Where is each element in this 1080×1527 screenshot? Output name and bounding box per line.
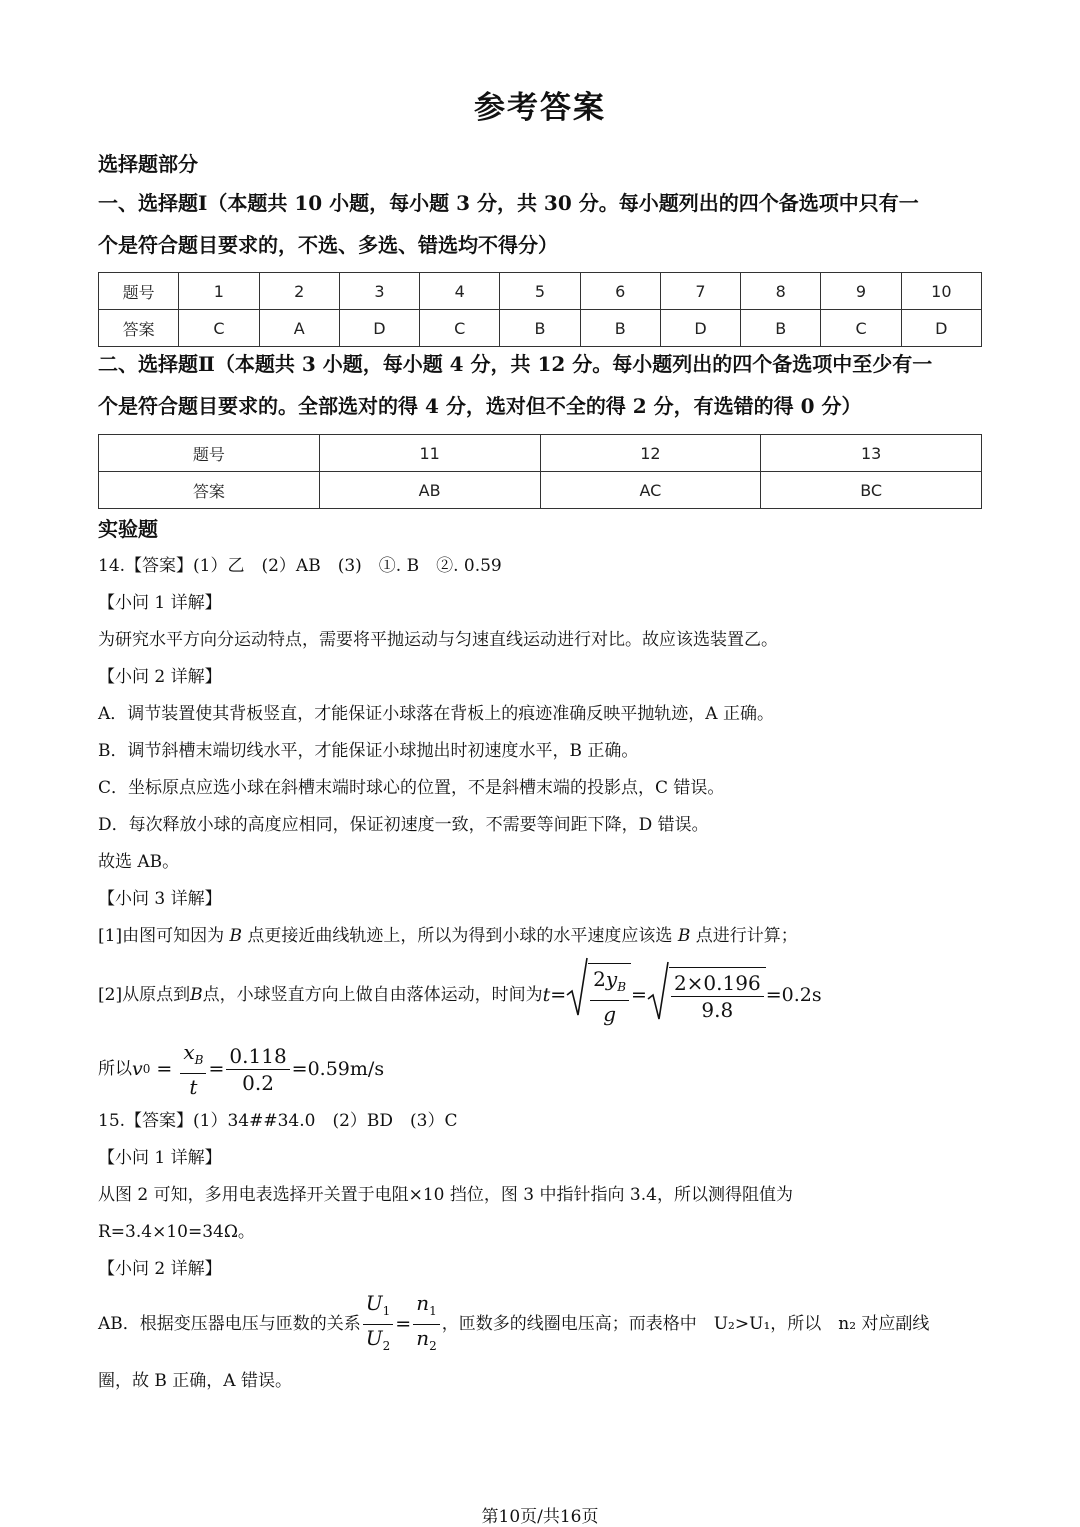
q15-sub2-line2: 圈，故 B 正确，A 错误。 bbox=[98, 1371, 292, 1391]
table-cell: 2 bbox=[259, 273, 339, 310]
variable-y: y bbox=[605, 967, 618, 991]
table-row-answers bbox=[99, 472, 982, 509]
sqrt-formula-1 bbox=[566, 963, 631, 1027]
page-number: 第10页/共16页 bbox=[481, 1507, 599, 1527]
table-cell: 3 bbox=[339, 273, 419, 310]
table-row-header bbox=[99, 435, 982, 472]
table-cell: 9 bbox=[821, 273, 901, 310]
table-cell: 6 bbox=[580, 273, 660, 310]
fraction-U1-over-U2 bbox=[363, 1290, 394, 1359]
q14-sub3-line1 bbox=[98, 925, 982, 947]
page-title: 参考答案 bbox=[474, 90, 606, 126]
variable-x: x bbox=[183, 1039, 195, 1064]
text-span: 点更接近曲线轨迹上，所以为得到小球的水平速度应该选 bbox=[247, 926, 673, 946]
table-cell: 答案 bbox=[99, 310, 179, 347]
question-group-2-line1: 二、选择题Ⅱ（本题共 3 小题，每小题 4 分，共 12 分。每小题列出的四个备选项中至少有一 bbox=[98, 352, 933, 376]
table-cell: AC bbox=[540, 472, 761, 509]
subscript: 2 bbox=[382, 1338, 391, 1353]
table-cell: 10 bbox=[901, 273, 981, 310]
radical-sign-icon bbox=[647, 961, 669, 1023]
variable-n: n bbox=[416, 1325, 430, 1350]
equals-sign: = bbox=[208, 1058, 225, 1080]
q14-sub3-line2 bbox=[98, 966, 982, 1024]
radical-sign-icon bbox=[566, 957, 588, 1019]
fraction-n1-over-n2 bbox=[413, 1290, 440, 1359]
text-span: [2]从原点到 bbox=[98, 985, 191, 1005]
fraction-numerator: 0.118 bbox=[226, 1043, 289, 1070]
subscript: B bbox=[617, 980, 627, 994]
text-span: [1]由图可知因为 bbox=[98, 926, 225, 946]
q15-sub1-heading: 【小问 1 详解】 bbox=[98, 1148, 222, 1168]
question-group-1-line2: 个是符合题目要求的，不选、多选、错选均不得分） bbox=[98, 233, 558, 257]
table-cell: B bbox=[741, 310, 821, 347]
variable-u: U bbox=[365, 1325, 383, 1350]
equals-sign: = bbox=[631, 984, 647, 1006]
q14-sub1-text: 为研究水平方向分运动特点，需要将平抛运动与匀速直线运动进行对比。故应该选装置乙。 bbox=[98, 630, 778, 650]
table-cell: C bbox=[821, 310, 901, 347]
q14-sub1-heading: 【小问 1 详解】 bbox=[98, 593, 222, 613]
text-span: ，匝数多的线圈电压高；而表格中 U₂>U₁，所以 n₂ 对应副线 bbox=[441, 1314, 930, 1334]
table-cell: B bbox=[580, 310, 660, 347]
fraction-xB-over-t bbox=[180, 1039, 206, 1100]
table-cell: 13 bbox=[761, 435, 982, 472]
variable-v: v bbox=[132, 1058, 143, 1080]
table-cell: B bbox=[500, 310, 580, 347]
q15-sub1-result: R=3.4×10=34Ω。 bbox=[98, 1222, 255, 1242]
result-value: =0.2s bbox=[765, 984, 822, 1006]
fraction-denominator: 9.8 bbox=[701, 998, 734, 1022]
q14-sub3-line3 bbox=[98, 1040, 982, 1098]
fraction-numerator: 2 bbox=[593, 967, 606, 991]
q14-option-d: D．每次释放小球的高度应相同，保证初速度一致，不需要等间距下降，D 错误。 bbox=[98, 815, 709, 835]
equals-sign: = bbox=[395, 1313, 412, 1335]
fraction-numeric bbox=[671, 970, 764, 1023]
fraction-numeric bbox=[226, 1043, 289, 1096]
sqrt-formula-2 bbox=[647, 967, 766, 1023]
text-span: 点进行计算； bbox=[695, 926, 798, 946]
subscript: 0 bbox=[142, 1062, 151, 1076]
question-group-1-heading bbox=[98, 182, 982, 266]
subscript: B bbox=[194, 1052, 204, 1067]
answer-table-2 bbox=[98, 434, 982, 509]
text-span: 点，小球竖直方向上做自由落体运动，时间为 bbox=[202, 985, 543, 1005]
table-cell: 5 bbox=[500, 273, 580, 310]
table-cell: A bbox=[259, 310, 339, 347]
q15-sub2-line1 bbox=[98, 1290, 982, 1354]
fraction-denominator: g bbox=[603, 1002, 616, 1026]
q14-answer: 14.【答案】(1）乙 (2）AB (3) ①. B ②. 0.59 bbox=[98, 556, 502, 576]
table-cell: 4 bbox=[420, 273, 500, 310]
table-cell: D bbox=[339, 310, 419, 347]
table-cell: 答案 bbox=[99, 472, 320, 509]
q14-choice: 故选 AB。 bbox=[98, 852, 180, 872]
q14-option-c: C．坐标原点应选小球在斜槽末端时球心的位置，不是斜槽末端的投影点，C 错误。 bbox=[98, 778, 725, 798]
table-cell: D bbox=[660, 310, 740, 347]
question-group-2-line2: 个是符合题目要求的。全部选对的得 4 分，选对但不全的得 2 分，有选错的得 0 分） bbox=[98, 394, 862, 418]
fraction-2yB-over-g bbox=[590, 966, 629, 1027]
table-cell: 1 bbox=[179, 273, 259, 310]
point-label: B bbox=[229, 926, 242, 946]
q15-sub1-text: 从图 2 可知，多用电表选择开关置于电阻×10 挡位，图 3 中指针指向 3.4，所以测得阻值为 bbox=[98, 1185, 793, 1205]
table-cell: 题号 bbox=[99, 435, 320, 472]
subscript: 1 bbox=[429, 1303, 437, 1318]
fraction-denominator: 0.2 bbox=[242, 1070, 274, 1095]
variable-t: t bbox=[542, 984, 551, 1006]
subscript: 2 bbox=[429, 1338, 437, 1353]
subscript: 1 bbox=[382, 1303, 391, 1318]
q15-answer: 15.【答案】(1）34##34.0 (2）BD (3）C bbox=[98, 1111, 458, 1131]
fraction-denominator: t bbox=[189, 1074, 198, 1099]
point-label: B bbox=[677, 926, 691, 946]
variable-u: U bbox=[365, 1290, 383, 1315]
table-cell: 8 bbox=[741, 273, 821, 310]
table-cell: 11 bbox=[319, 435, 540, 472]
table-cell: C bbox=[420, 310, 500, 347]
result-value: =0.59m/s bbox=[291, 1058, 385, 1080]
table-cell: BC bbox=[761, 472, 982, 509]
table-cell: 7 bbox=[660, 273, 740, 310]
fraction-numerator: 2×0.196 bbox=[671, 970, 764, 997]
table-cell: 题号 bbox=[99, 273, 179, 310]
q14-option-b: B．调节斜槽末端切线水平，才能保证小球抛出时初速度水平，B 正确。 bbox=[98, 741, 639, 761]
q14-sub3-heading: 【小问 3 详解】 bbox=[98, 889, 222, 909]
table-cell: AB bbox=[319, 472, 540, 509]
section-heading-experiment: 实验题 bbox=[98, 517, 158, 541]
section-heading-choice: 选择题部分 bbox=[98, 152, 198, 176]
table-row-answers bbox=[99, 310, 982, 347]
table-cell: 12 bbox=[540, 435, 761, 472]
table-row-header bbox=[99, 273, 982, 310]
q15-sub2-heading: 【小问 2 详解】 bbox=[98, 1259, 222, 1279]
answer-table-1 bbox=[98, 272, 982, 347]
question-group-2-heading bbox=[98, 343, 982, 427]
equals-sign: = bbox=[550, 984, 567, 1006]
text-span: AB．根据变压器电压与匝数的关系 bbox=[98, 1314, 361, 1334]
text-span: 所以 bbox=[98, 1059, 132, 1079]
q14-option-a: A．调节装置使其背板竖直，才能保证小球落在背板上的痕迹准确反映平抛轨迹，A 正确。 bbox=[98, 704, 774, 724]
question-group-1-line1: 一、选择题Ⅰ（本题共 10 小题，每小题 3 分，共 30 分。每小题列出的四个备选项中只有一 bbox=[98, 191, 919, 215]
table-cell: C bbox=[179, 310, 259, 347]
point-label: B bbox=[190, 985, 203, 1005]
table-cell: D bbox=[901, 310, 981, 347]
q14-sub2-heading: 【小问 2 详解】 bbox=[98, 667, 222, 687]
equals-sign: = bbox=[150, 1058, 179, 1080]
variable-n: n bbox=[416, 1290, 430, 1315]
